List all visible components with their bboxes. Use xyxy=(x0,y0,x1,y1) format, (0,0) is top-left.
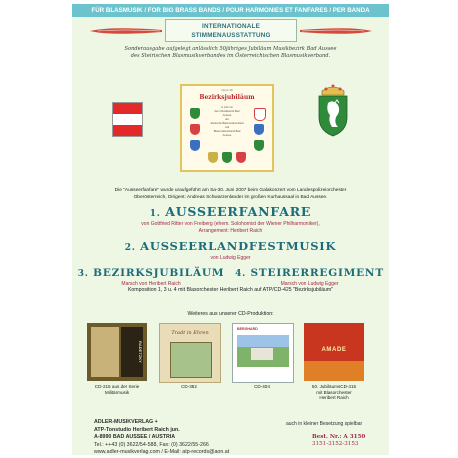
emblem-icon xyxy=(236,152,246,163)
order-number-range: 3151-3152-3153 xyxy=(312,441,359,447)
piece-4-number: 4. xyxy=(235,269,247,279)
intro-line-1: Die "Ausseerfanfare" wurde uraufgeführt am Sa-30. Juni 2007 beim Galakonzert vom Landespolizeiorchester xyxy=(114,188,347,193)
title-box xyxy=(165,19,297,42)
cd-caption-215 xyxy=(77,384,157,395)
cd-cover-382[interactable] xyxy=(159,323,221,383)
cd-cover-415-text: AMADE xyxy=(321,347,347,353)
title-line-2: STIMMENAUSSTATTUNG xyxy=(191,32,271,39)
publisher-info xyxy=(94,419,229,457)
piece-1 xyxy=(72,203,389,235)
cd-caption-415 xyxy=(298,384,370,401)
intro-line-2: Oberösterreich, Dirigent: Andreas Schwarzenlander im großen Kurhaussaal in Bad Aussee. xyxy=(133,195,328,200)
emblem-icon xyxy=(190,108,200,119)
publisher-web-email[interactable]: www.adler-musikverlag.com / E-Mail: atp-records@aon.at xyxy=(94,449,230,456)
left-wing-ornament xyxy=(90,26,162,36)
cd-caption-line: Heribert Raich xyxy=(319,395,349,400)
piece-1-title: AUSSEERFANFARE xyxy=(165,204,312,219)
cover-line: Steirische Blasmusikverband xyxy=(210,122,244,125)
cover-line: dem Musikbezirk Bad Aussee xyxy=(214,110,240,117)
cd-cover-404[interactable] xyxy=(232,323,294,383)
cd-caption-line: CD-404 xyxy=(254,384,270,389)
cover-image xyxy=(180,84,274,172)
cd-caption-line: mit Blasorchester xyxy=(316,389,352,395)
right-wing-ornament xyxy=(300,26,372,36)
subtitle-line-2: des Steirischen Blasmusikverbandes im Österreichischen Blasmusikverband. xyxy=(130,53,331,59)
cd-cover-415[interactable] xyxy=(304,323,364,381)
title-line-1: INTERNATIONALE xyxy=(202,23,260,30)
cover-line: in sich mit xyxy=(221,106,233,109)
cd-caption-404 xyxy=(232,384,292,390)
emblem-icon xyxy=(222,152,232,163)
cd-caption-line: 50. JubiläumsCD-415 xyxy=(311,384,357,389)
publisher-studio: ATP-Tonstudio Heribert Raich jun. xyxy=(94,426,180,433)
piece-1-number: 1. xyxy=(149,209,161,219)
intro-text xyxy=(80,187,381,201)
piece-3-title: BEZIRKSJUBILÄUM xyxy=(93,267,225,279)
piece-1-line-2: Arrangement: Heribert Raich xyxy=(198,228,263,234)
cd-caption-line: CD-382 xyxy=(181,384,197,389)
styria-crest-icon xyxy=(314,83,352,137)
cd-cover-404-text: BERGHARD xyxy=(237,327,258,331)
cover-line: und xyxy=(224,126,230,129)
piece-4-line-1: Marsch von Ludwig Egger xyxy=(280,281,339,287)
emblem-icon xyxy=(254,108,266,121)
cd-section-label: Weiteres aus unserer CD-Produktion: xyxy=(187,311,274,317)
emblem-icon xyxy=(254,124,264,135)
emblem-icon xyxy=(254,140,264,151)
sheet-music-cover xyxy=(72,4,389,455)
emblem-icon xyxy=(208,152,218,163)
cd-caption-line: CD-215 aus der Serie xyxy=(94,384,140,389)
order-number-main: Best. Nr.: A 3150 xyxy=(312,434,366,440)
composition-note: Komposition 1, 3 u. 4 mit Blasorchester Heribert Raich auf ATP/CD-425 "Bezirksjubiläum" xyxy=(127,287,334,293)
cd-cover-382-text: Tradt in Ehren xyxy=(171,330,209,336)
small-ensemble-note: auch in kleiner Besetzung spielbar xyxy=(286,421,363,427)
piece-4-title: STEIRERREGIMENT xyxy=(250,267,384,279)
publisher-name: ADLER-MUSIKVERLAG + xyxy=(94,419,158,425)
band-types-banner: FÜR BLASMUSIK / FOR BIG BRASS BANDS / POUR HARMONIES ET FANFARES / PER BANDA xyxy=(72,4,389,17)
cover-title: Bezirksjubiläum xyxy=(199,94,255,101)
cd-caption-line: Militärmusik xyxy=(104,389,130,395)
cover-opus: Opus 18 xyxy=(221,88,233,92)
emblem-icon xyxy=(190,124,200,135)
cover-line: Blasmusikverband Bad Aussee xyxy=(213,130,241,137)
piece-1-heading xyxy=(72,203,389,221)
cover-line: der xyxy=(225,118,229,121)
piece-4-heading xyxy=(230,263,389,281)
subtitle xyxy=(72,46,389,60)
piece-1-line-1: von Gottfried Ritter von Freiberg (ehem. Solohornist der Wiener Philharmoniker), xyxy=(141,221,320,227)
piece-3-number: 3. xyxy=(77,269,89,279)
publisher-address: A-8990 BAD AUSSEE / AUSTRIA xyxy=(94,434,176,441)
piece-2-heading xyxy=(72,237,389,255)
austria-flag xyxy=(112,102,143,137)
order-number xyxy=(312,434,365,448)
cd-cover-215-text: RADETZKY xyxy=(121,327,143,377)
cover-lines xyxy=(210,106,244,138)
publisher-phone: Tel.: ++43 (0) 3622/54-588, Fax: (0) 3622/55-266 xyxy=(94,441,209,448)
piece-3-line-1: Marsch von Heribert Raich xyxy=(121,281,181,287)
subtitle-line-1: Sonderausgabe aufgelegt anlässlich 50jähriges Jubiläum Musikbezirk Bad Aussee xyxy=(124,46,337,52)
piece-4 xyxy=(230,263,389,288)
piece-2-number: 2. xyxy=(124,243,136,253)
piece-2-title: AUSSEERLANDFESTMUSIK xyxy=(140,239,337,253)
piece-3 xyxy=(72,263,230,288)
piece-2 xyxy=(72,237,389,262)
piece-2-line-1: von Ludwig Egger xyxy=(210,255,251,261)
cd-caption-382 xyxy=(159,384,219,390)
cd-cover-215[interactable] xyxy=(87,323,147,381)
piece-3-heading xyxy=(72,263,230,281)
emblem-icon xyxy=(190,140,200,151)
